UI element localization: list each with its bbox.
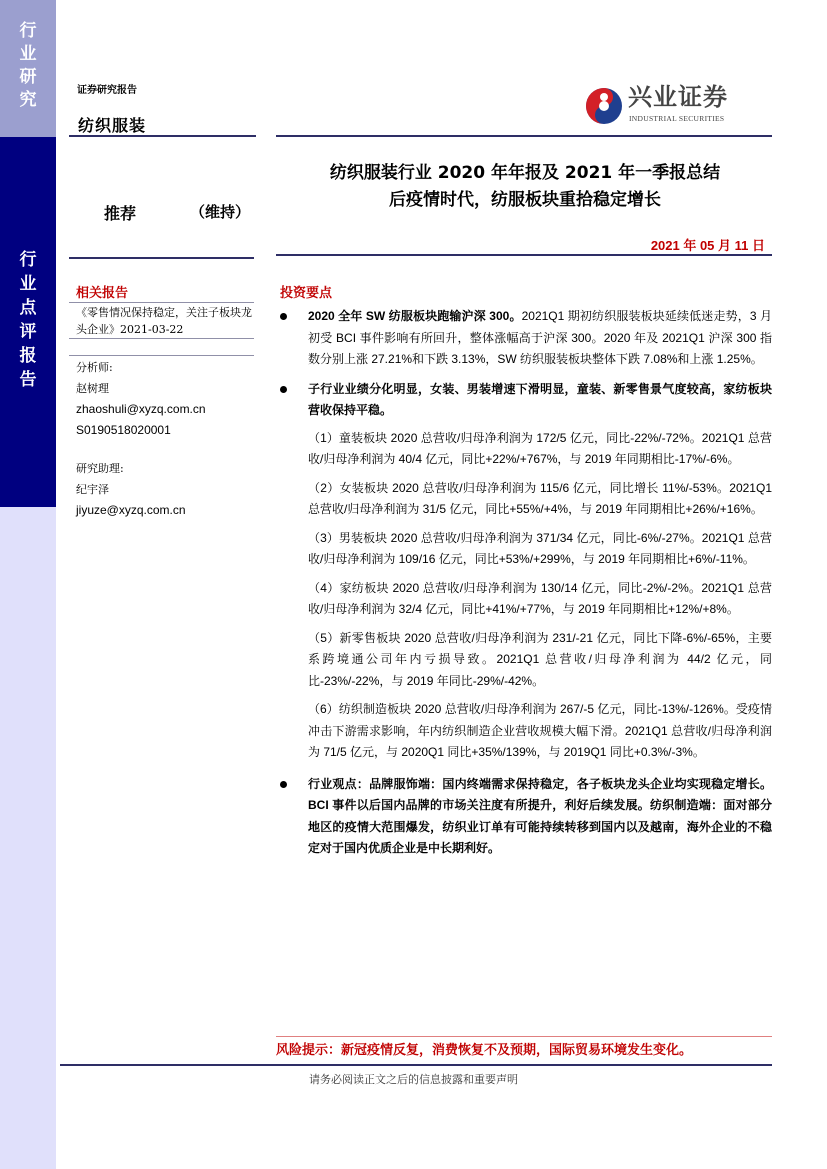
sidebar-char: 行 xyxy=(19,21,37,41)
analyst-label: 分析师: xyxy=(76,361,113,374)
assistant-name: 纪宇泽 xyxy=(76,483,109,496)
related-bottom-rule xyxy=(69,338,254,339)
report-title xyxy=(270,160,780,214)
segment-item: （6）纺织制造板块 2020 总营收/归母净利润为 267/-5 亿元，同比-13%/-126%。受疫情冲击下游需求影响，年内纺织制造企业营收规模大幅下滑。2021Q1 总营收/归母净利润为 71/5 亿元，与 2020Q1 同比+35%/139%，与 2019Q1 同比+0.3%/-3%。 xyxy=(308,702,772,759)
sidebar-bottom-band xyxy=(0,507,56,1169)
sidebar-top-band xyxy=(0,0,56,137)
bullet-icon xyxy=(280,386,287,393)
related-report-item[interactable]: 《零售情况保持稳定，关注子板块龙头企业》2021-03-22 xyxy=(76,306,252,336)
footer-divider xyxy=(60,1064,772,1066)
date-divider-left xyxy=(69,257,254,259)
rating-label: 推荐 xyxy=(104,204,137,223)
sidebar-char: 业 xyxy=(19,44,37,64)
date-divider-right xyxy=(276,254,772,256)
sidebar-char: 行 xyxy=(19,250,37,270)
sidebar-char: 评 xyxy=(19,322,37,342)
segment-item: （3）男装板块 2020 总营收/归母净利润为 371/34 亿元，同比-6%/-27%。2021Q1 总营收/归母净利润为 109/16 亿元，同比+53%/+299%，与 2019 年同期相比+6%/-11%。 xyxy=(308,530,772,566)
analyst-block xyxy=(76,357,256,521)
logo-text-en: INDUSTRIAL SECURITIES xyxy=(629,114,725,123)
assistant-label: 研究助理: xyxy=(76,462,124,475)
sidebar-char: 告 xyxy=(19,370,37,390)
highlight-bold-text: 2020 全年 SW 纺服板块跑输沪深 300。 xyxy=(308,309,522,323)
report-date: 2021 年 05 月 11 日 xyxy=(650,238,765,253)
segment-item: （1）童装板块 2020 总营收/归母净利润为 172/5 亿元，同比-22%/-72%。2021Q1 总营收/归母净利润为 40/4 亿元，同比+22%/+767%，与 2019 年同期相比-17%/-6%。 xyxy=(308,430,772,466)
industry-category: 纺织服装 xyxy=(78,116,147,135)
segment-item: （5）新零售板块 2020 总营收/归母净利润为 231/-21 亿元，同比下降-6%/-65%，主要系跨境通公司年内亏损导致。2021Q1 总营收/归母净利润为 44/2 亿元，同比-23%/-22%，与 2019 年同比-29%/-42%。 xyxy=(308,630,772,688)
sidebar-section-label xyxy=(0,20,56,112)
segment-item: （4）家纺板块 2020 总营收/归母净利润为 130/14 亿元，同比-2%/-2%。2021Q1 总营收/归母净利润为 32/4 亿元，同比+41%/+77%，与 2019 年同期相比+12%/+8%。 xyxy=(308,580,772,616)
risk-divider xyxy=(276,1036,772,1037)
highlight-text: 2021Q1 期初纺织服装板块延续低迷走势，3 月初受 BCI 事件影响有所回升，整体涨幅高于沪深 300。2020 年及 2021Q1 沪深 300 指数分别上涨 27.21%和下跌 3.13%，SW 纺织服装板块整体下跌 7.08%和上涨 1.25%。 xyxy=(308,309,773,366)
header-divider-right xyxy=(276,135,772,137)
segment-item: （2）女装板块 2020 总营收/归母净利润为 115/6 亿元，同比增长 11%/-53%。2021Q1 总营收/归母净利润为 31/5 亿元，同比+55%/+4%，与 2019 年同期相比+26%/+16%。 xyxy=(308,480,772,516)
analyst-name: 赵树理 xyxy=(76,382,109,395)
header-divider-left xyxy=(69,135,256,137)
sidebar-char: 业 xyxy=(19,274,37,294)
highlight-bold-text: 子行业业绩分化明显，女装、男装增速下滑明显，童装、新零售景气度较高，家纺板块营收保持平稳。 xyxy=(308,381,772,417)
highlight-bullet xyxy=(280,774,772,860)
highlight-bullet xyxy=(280,306,772,371)
company-logo xyxy=(584,84,754,129)
analyst-email[interactable]: zhaoshuli@xyzq.com.cn xyxy=(76,402,206,416)
risk-warning: 风险提示：新冠疫情反复，消费恢复不及预期，国际贸易环境发生变化。 xyxy=(276,1043,693,1058)
assistant-email[interactable]: jiyuze@xyzq.com.cn xyxy=(76,503,186,517)
bullet-icon xyxy=(280,781,287,788)
highlight-bold-text: 行业观点：品牌服饰端：国内终端需求保持稳定，各子板块龙头企业均实现稳定增长。BCI 事件以后国内品牌的市场关注度有所提升，利好后续发展。纺织制造端：面对部分地区的疫情大范围爆发，纺织业订单有可能持续转移到国内以及越南，海外企业的不稳定对于国内优质企业是中长期利好。 xyxy=(308,776,772,855)
doc-type-label: 证券研究报告 xyxy=(77,85,137,96)
analyst-top-rule xyxy=(69,355,254,356)
sidebar-char: 报 xyxy=(19,346,37,366)
logo-text-cn: 兴业证券 xyxy=(628,82,728,111)
rating-status: （维持） xyxy=(190,203,251,221)
report-title-line-2: 后疫情时代，纺服板块重拾稳定增长 xyxy=(389,190,661,210)
bullet-icon xyxy=(280,313,287,320)
investment-highlights xyxy=(280,306,772,868)
sidebar-char: 点 xyxy=(19,298,37,318)
related-reports-heading: 相关报告 xyxy=(76,286,129,301)
sidebar-report-type-label xyxy=(0,248,56,392)
report-title-line-1: 纺织服装行业 2020 年年报及 2021 年一季报总结 xyxy=(329,163,721,183)
logo-swirl-icon xyxy=(584,86,624,126)
investment-highlights-heading: 投资要点 xyxy=(280,286,333,301)
analyst-license: S0190518020001 xyxy=(76,423,171,437)
sidebar-char: 究 xyxy=(19,90,37,110)
sidebar-char: 研 xyxy=(19,67,37,87)
footer-disclaimer[interactable]: 请务必阅读正文之后的信息披露和重要声明 xyxy=(309,1073,518,1086)
highlight-bullet xyxy=(280,379,772,422)
related-top-rule xyxy=(69,302,254,303)
sidebar-mid-band xyxy=(0,137,56,507)
